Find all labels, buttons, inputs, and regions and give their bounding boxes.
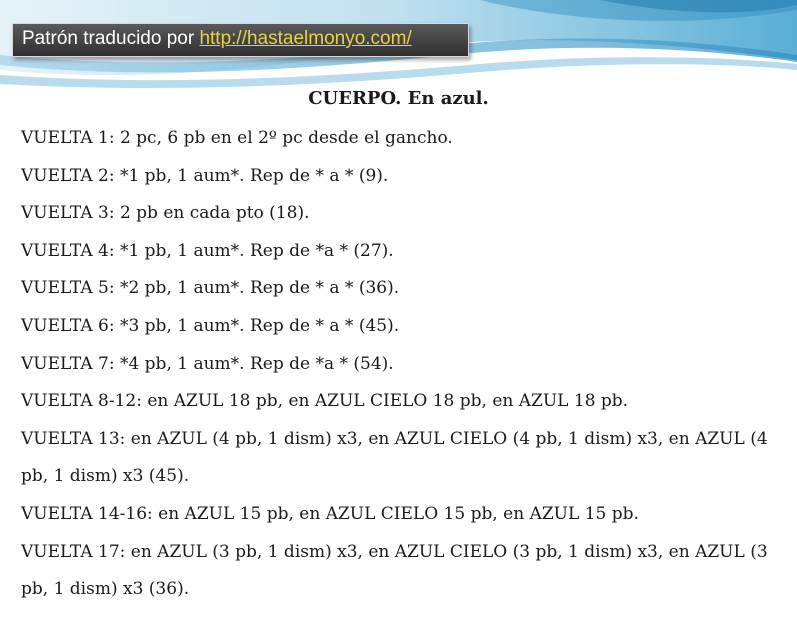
pattern-rows-list	[21, 120, 781, 609]
pattern-row: VUELTA 13: en AZUL (4 pb, 1 dism) x3, en AZUL CIELO (4 pb, 1 dism) x3, en AZUL (4	[21, 428, 768, 449]
translation-credit-box	[12, 23, 469, 57]
pattern-row: VUELTA 6: *3 pb, 1 aum*. Rep de * a * (45).	[21, 315, 400, 336]
credit-text: Patrón traducido por	[22, 28, 200, 49]
pattern-row: pb, 1 dism) x3 (36).	[21, 579, 190, 600]
section-title-rest: . En azul.	[395, 88, 489, 109]
pattern-row: VUELTA 8-12: en AZUL 18 pb, en AZUL CIELO 18 pb, en AZUL 18 pb.	[21, 391, 629, 412]
pattern-row: VUELTA 5: *2 pb, 1 aum*. Rep de * a * (36).	[21, 278, 400, 299]
pattern-row: VUELTA 7: *4 pb, 1 aum*. Rep de *a * (54).	[21, 353, 394, 374]
pattern-row: VUELTA 4: *1 pb, 1 aum*. Rep de *a * (27).	[21, 240, 394, 261]
pattern-row: VUELTA 1: 2 pc, 6 pb en el 2º pc desde el gancho.	[21, 128, 453, 148]
pattern-row: VUELTA 2: *1 pb, 1 aum*. Rep de * a * (9).	[21, 165, 389, 186]
pattern-row: VUELTA 14-16: en AZUL 15 pb, en AZUL CIELO 15 pb, en AZUL 15 pb.	[21, 503, 639, 524]
section-title-bold: CUERPO	[308, 88, 396, 109]
credit-link[interactable]: http://hastaelmonyo.com/	[199, 28, 412, 49]
pattern-row: pb, 1 dism) x3 (45).	[21, 466, 190, 487]
section-title	[0, 88, 797, 109]
pattern-row: VUELTA 17: en AZUL (3 pb, 1 dism) x3, en AZUL CIELO (3 pb, 1 dism) x3, en AZUL (3	[21, 541, 768, 562]
pattern-row: VUELTA 3: 2 pb en cada pto (18).	[21, 203, 310, 224]
